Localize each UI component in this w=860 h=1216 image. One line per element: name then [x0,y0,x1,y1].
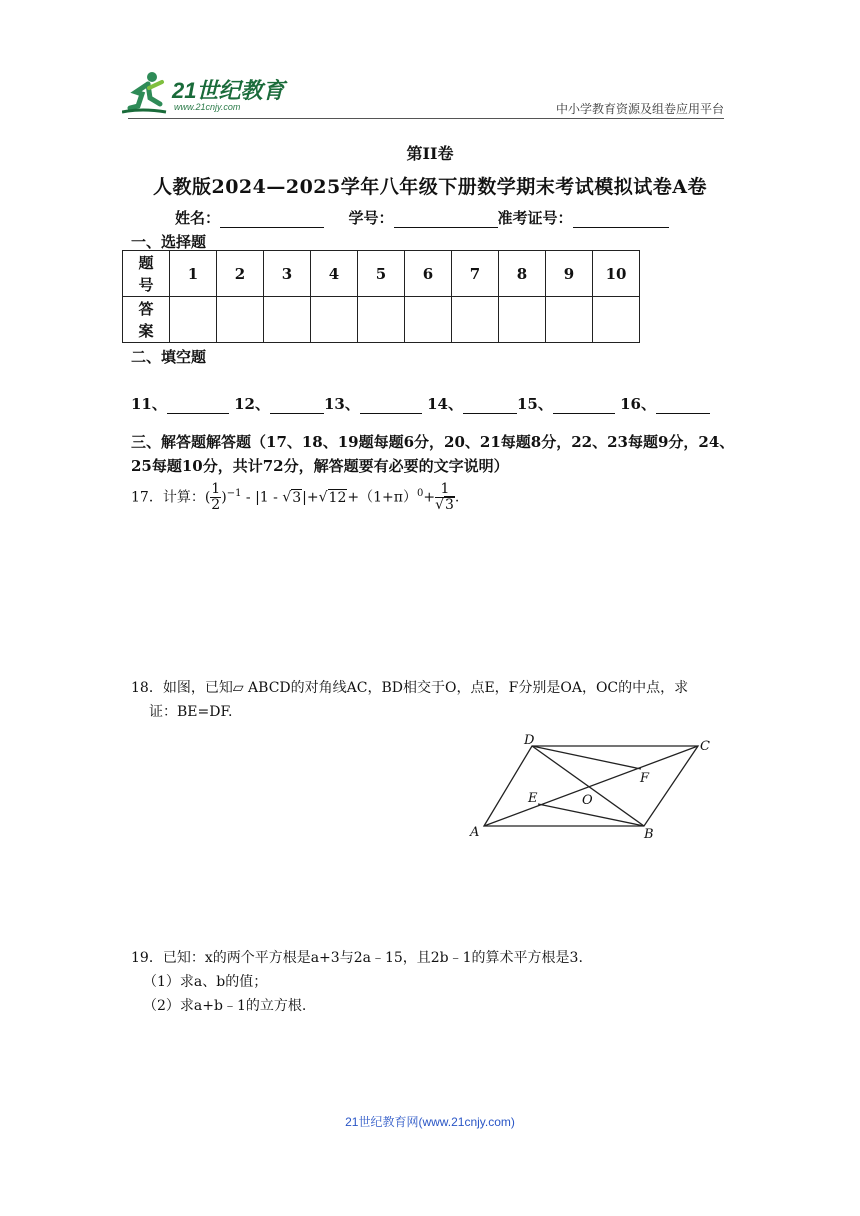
q18-line1: 18．如图，已知▱ ABCD的对角线AC，BD相交于O，点E，F分别是OA，OC的中点，求 [131,680,689,696]
name-label: 姓名： [175,209,221,227]
fill-blank[interactable] [167,398,229,414]
fill-blank-line [131,393,710,414]
question-number-cell: 10 [593,251,640,297]
student-id-blank[interactable] [394,211,498,228]
question-number-cell: 5 [358,251,405,297]
question-number-cell: 4 [311,251,358,297]
parallelogram-figure [464,730,724,842]
fill-blank[interactable] [360,398,422,414]
section-fill-heading: 二、填空题 [131,348,207,366]
answer-table [122,250,640,343]
question-number-cell: 1 [170,251,217,297]
section-choice-heading: 一、选择题 [131,233,207,251]
answer-cell[interactable] [546,297,593,343]
fill-item-label: 16、 [620,395,656,413]
point-o-label: O [582,793,593,808]
fill-blank[interactable] [553,398,615,414]
question-18 [131,676,731,724]
exam-number-blank[interactable] [573,211,669,228]
answer-cell[interactable] [170,297,217,343]
q19-part2: （2）求a+b﹣1的立方根. [143,998,307,1014]
question-number-cell: 8 [499,251,546,297]
fill-blank[interactable] [270,398,324,414]
q17-sqrt12: 12 [328,489,347,506]
header-tagline: 中小学教育资源及组卷应用平台 [555,102,724,116]
q18-line2: 证：BE=DF. [149,704,233,720]
answer-cell[interactable] [264,297,311,343]
fill-blank[interactable] [463,398,517,414]
q17-abs-part: - |1 - [241,489,283,506]
q17-exponent-neg1: −1 [226,488,242,499]
answer-cell[interactable] [217,297,264,343]
answer-table-answer-row [123,297,640,343]
exam-number-label: 准考证号： [497,209,573,227]
q17-prefix: 17．计算： [131,489,205,506]
point-e-label: E [528,791,538,806]
answer-cell[interactable] [358,297,405,343]
answer-row-label: 答 案 [123,297,170,343]
footer-link[interactable]: 21世纪教育网(www.21cnjy.com) [345,1115,515,1129]
question-17: 17．计算：( $\frac{1}{2}$ )$^{-1} - |1 - √3|+√12+(1+\pi)^0+$ $\frac{1}{√3}$ . [131,481,460,514]
q17-sqrt3: 3 [292,489,302,506]
vertex-d-label: D [524,733,535,748]
volume-label: 第II卷 [406,144,454,163]
runner-icon [122,68,170,116]
answer-table-number-row [123,251,640,297]
name-blank[interactable] [220,211,324,228]
question-number-cell: 9 [546,251,593,297]
q17-recip-sqrt3: $\frac{1}{√3}$ [435,481,454,514]
question-number-cell: 7 [452,251,499,297]
q19-part1: （1）求a、b的值； [143,974,268,990]
answer-cell[interactable] [405,297,452,343]
fill-item-label: 15、 [516,395,553,413]
section-solution-heading: 三、解答题解答题（17、18、19题每题6分，20、21每题8分，22、23每题9分，24、25每题10分，共计72分，解答题要有必要的文字说明） [131,433,735,475]
question-number-cell: 2 [217,251,264,297]
question-number-cell: 6 [405,251,452,297]
number-row-label: 题 号 [123,251,170,297]
fill-item-label: 13、 [323,395,360,413]
q17-half-fraction: $\frac{1}{2}$ [211,481,221,514]
logo [122,68,292,118]
q17-exponent-0: 0 [416,488,424,499]
question-19 [131,946,583,1018]
answer-cell[interactable] [452,297,499,343]
student-info-line [175,207,669,228]
q19-line1: 19．已知：x的两个平方根是a+3与2a﹣15，且2b﹣1的算术平方根是3. [131,950,583,966]
logo-text: 21世纪教育 [172,78,285,103]
question-number-cell: 3 [264,251,311,297]
logo-url: www.21cnjy.com [174,102,241,112]
vertex-a-label: A [470,825,480,840]
vertex-b-label: B [644,827,654,842]
fill-item-label: 12、 [234,395,270,413]
fill-blank[interactable] [656,398,710,414]
fill-item-label: 14、 [427,395,463,413]
header-divider [128,118,724,119]
q17-pi-part: +（1+π） [347,489,417,506]
exam-title: 人教版2024—2025学年八年级下册数学期末考试模拟试卷A卷 [152,176,707,198]
answer-cell[interactable] [499,297,546,343]
point-f-label: F [640,771,650,786]
q17-plus-part: |+ [302,489,319,506]
answer-cell[interactable] [311,297,358,343]
student-id-label: 学号： [348,209,394,227]
vertex-c-label: C [700,739,710,754]
fill-item-label: 11、 [131,395,167,413]
answer-cell[interactable] [593,297,640,343]
